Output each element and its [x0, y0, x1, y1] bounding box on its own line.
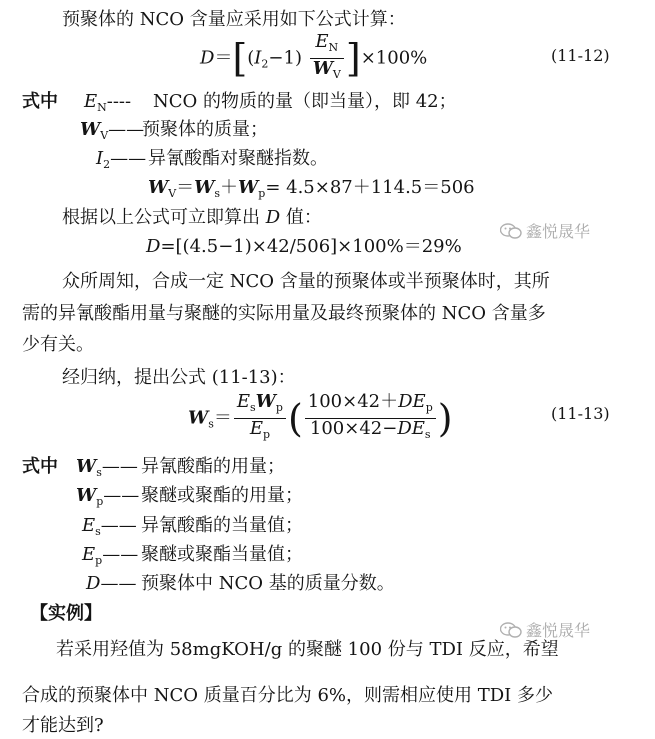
- example-line-2: 合成的预聚体中 NCO 质量百分比为 6%，则需相应使用 TDI 多少: [22, 685, 553, 706]
- example-line-1: 若采用羟值为 58mgKOH/g 的聚醚 100 份与 TDI 反应，希望: [56, 639, 559, 660]
- d-description: 预聚体中 NCO 基的质量分数。: [141, 573, 395, 594]
- ws-description: 异氰酸酯的用量；: [141, 456, 285, 477]
- calc-intro-text: 根据以上公式可立即算出: [62, 207, 260, 228]
- symbol-i2: $I_2——$: [96, 148, 147, 171]
- wv-description: 预聚体的质量；: [142, 119, 268, 140]
- equation-11-13: $W_s=$ $\frac{E_sW_p}{E_p}$ ( $\frac{100\times 42+DE_p}{100\times 42-DE_s}$ ): [188, 391, 453, 441]
- paragraph-line-1: 众所周知，合成一定 NCO 含量的预聚体或半预聚体时，其所: [62, 271, 550, 292]
- es-description: 异氰酸酯的当量值；: [141, 515, 303, 536]
- where-label: 式中: [22, 91, 58, 112]
- symbol-ep: $E_p——$: [82, 544, 139, 567]
- symbol-ws: $W_s——$: [76, 456, 138, 479]
- symbol-wv: $W_V——$: [80, 119, 145, 142]
- symbol-wp: $W_p——$: [76, 485, 140, 508]
- symbol-d: D——: [86, 573, 137, 594]
- calc-intro: 根据以上公式可立即算出 D 值：: [62, 207, 322, 228]
- i2-description: 异氰酸酯对聚醚指数。: [148, 148, 328, 169]
- symbol-es: $E_s——$: [82, 515, 137, 538]
- equation-11-12: $D=[(I_2-1)$ $\frac{E_N}{W_V}$ ]×100%: [200, 31, 428, 81]
- example-heading: 【实例】: [30, 603, 102, 624]
- watermark-text: 鑫悦晟华: [526, 621, 591, 640]
- intro-text: 预聚体的 NCO 含量应采用如下公式计算：: [62, 9, 406, 30]
- calc-intro-tail: 值：: [285, 207, 322, 228]
- paragraph-line-3: 少有关。: [22, 334, 94, 355]
- wv-calculation-value: = 4.5×87＋114.5＝506: [265, 177, 475, 198]
- wechat-icon: [500, 222, 522, 240]
- symbol-en: $E_N----$: [84, 91, 132, 114]
- paragraph-line-2: 需的异氰酸酯用量与聚醚的实际用量及最终预聚体的 NCO 含量多: [22, 303, 546, 324]
- wechat-icon: [500, 621, 522, 639]
- watermark: [500, 219, 590, 242]
- en-description: NCO 的物质的量（即当量），即 42；: [153, 91, 457, 112]
- d-result: D=[(4.5−1)×42/506]×100%＝29%: [146, 236, 462, 257]
- d-result-value: =[(4.5−1)×42/506]×100%＝29%: [160, 236, 462, 257]
- where-label-2: 式中: [22, 456, 58, 477]
- equation-number-11-12: (11-12): [551, 46, 610, 65]
- wv-calculation: $W_V=W_s+W_p= 4.5\times 87+114.5=506$: [148, 177, 475, 200]
- ep-description: 聚醚或聚酯当量值；: [141, 544, 303, 565]
- watermark-text: 鑫悦晟华: [526, 222, 591, 241]
- wp-description: 聚醚或聚酯的用量；: [141, 485, 303, 506]
- summary-text: 经归纳，提出公式 (11-13)：: [62, 367, 296, 388]
- example-line-3: 才能达到?: [22, 715, 104, 736]
- equation-number-11-13: (11-13): [551, 404, 610, 423]
